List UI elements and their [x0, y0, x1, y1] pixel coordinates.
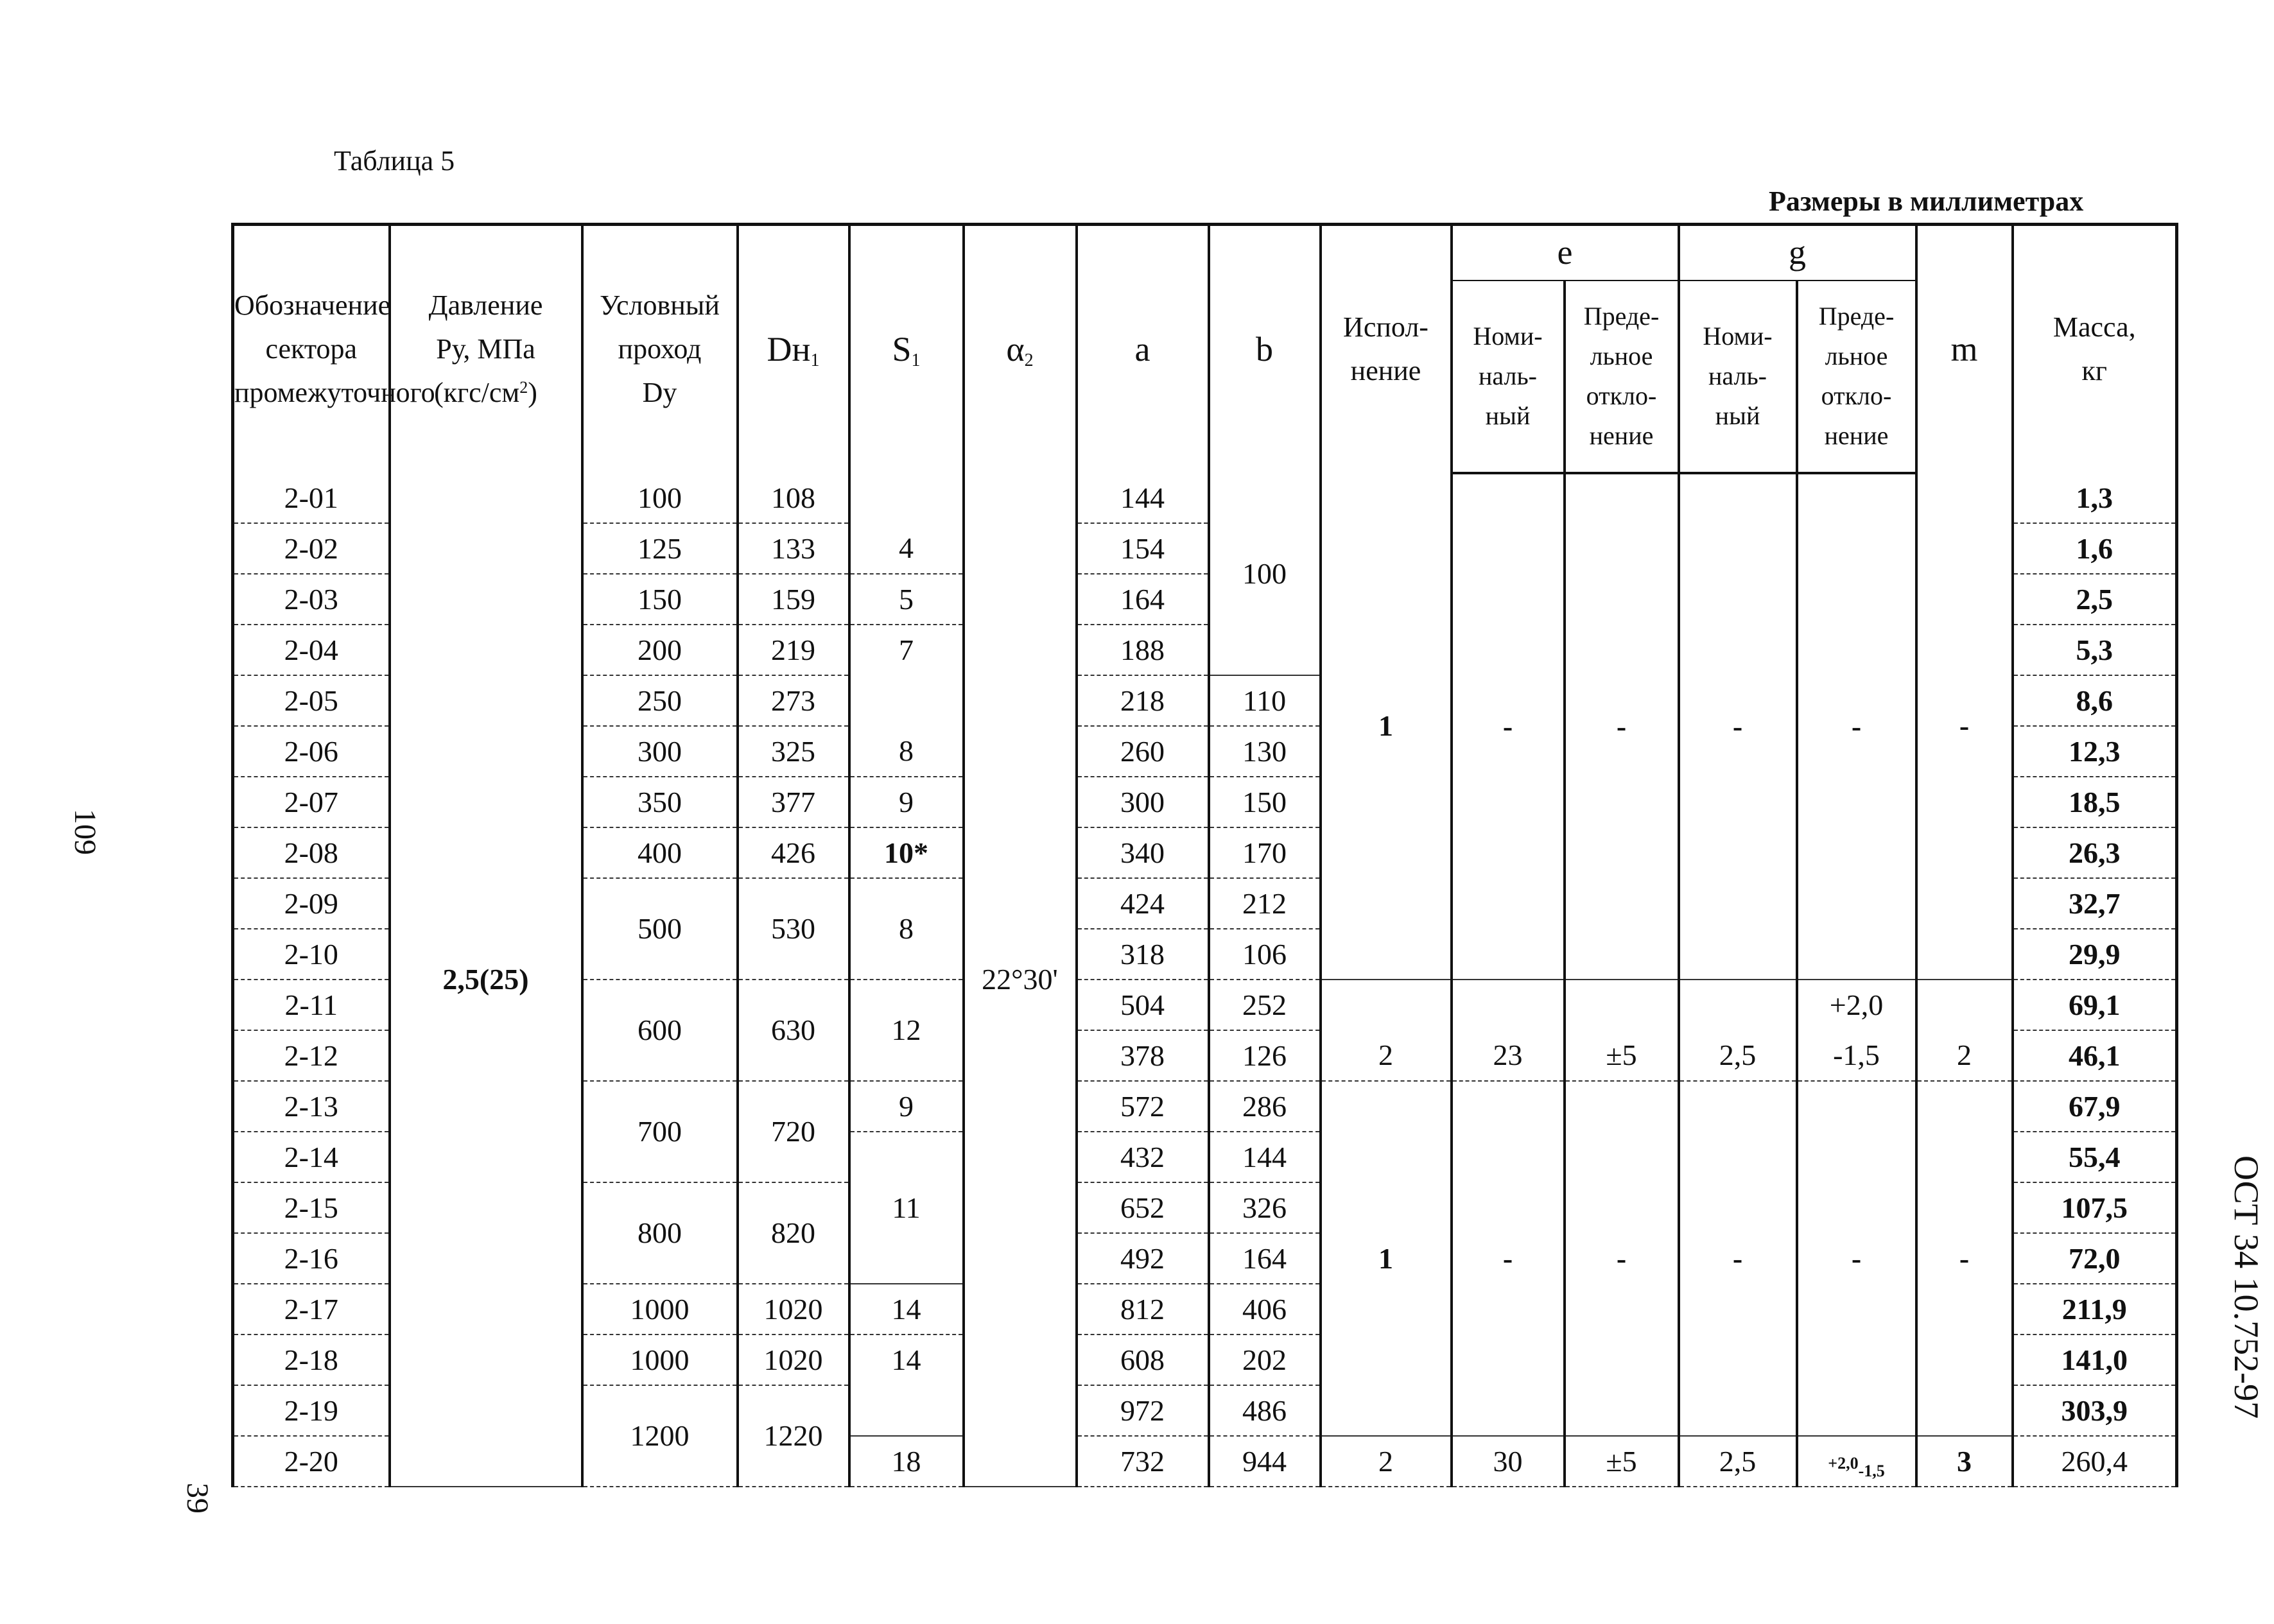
mass-cell: 72,0 [2013, 1233, 2177, 1284]
e-nominal-cell [1452, 980, 1565, 1030]
header-b: b [1209, 225, 1321, 473]
spec-table [231, 223, 2178, 1487]
a-cell: 340 [1077, 827, 1209, 878]
s-cell: 11 [849, 1132, 964, 1284]
mass-cell: 1,3 [2013, 473, 2177, 523]
mass-cell: 46,1 [2013, 1030, 2177, 1081]
g-limit-upper: +2,0 [1828, 1453, 1859, 1473]
dy-cell: 400 [582, 827, 738, 878]
a-cell: 972 [1077, 1385, 1209, 1436]
dn-cell: 219 [738, 625, 849, 675]
e-nominal-cell: 23 [1452, 1030, 1565, 1081]
designation-cell: 2-03 [233, 574, 390, 625]
mass-cell: 67,9 [2013, 1081, 2177, 1132]
header-dn: $Dн_1$ [738, 225, 849, 473]
s-cell: 9 [849, 777, 964, 827]
designation-cell: 2-02 [233, 523, 390, 574]
designation-cell: 2-16 [233, 1233, 390, 1284]
a-cell: 218 [1077, 675, 1209, 726]
s-cell [849, 473, 964, 523]
designation-cell: 2-12 [233, 1030, 390, 1081]
g-nominal-cell: - [1679, 473, 1797, 980]
s-cell: 10* [849, 827, 964, 878]
e-limit-cell: - [1565, 473, 1679, 980]
designation-cell: 2-20 [233, 1436, 390, 1487]
dn-cell: 426 [738, 827, 849, 878]
header-e-limit: Преде- льное откло- нение [1565, 281, 1679, 473]
b-cell: 100 [1209, 473, 1321, 675]
header-g: g [1679, 225, 1916, 281]
g-nominal-cell: - [1679, 1081, 1797, 1436]
g-nominal-cell [1679, 980, 1797, 1030]
b-cell: 212 [1209, 878, 1321, 929]
designation-cell: 2-06 [233, 726, 390, 777]
dn-cell: 159 [738, 574, 849, 625]
s-cell: 4 [849, 523, 964, 574]
designation-cell: 2-17 [233, 1284, 390, 1335]
document-code: ОСТ 34 10.752-97 [2227, 1155, 2266, 1419]
dn-cell: 377 [738, 777, 849, 827]
e-nominal-cell: - [1452, 1081, 1565, 1436]
dy-cell: 350 [582, 777, 738, 827]
mass-cell: 18,5 [2013, 777, 2177, 827]
dy-cell: 300 [582, 726, 738, 777]
variant-cell: 1 [1321, 1081, 1452, 1436]
alpha-cell: 22°30' [964, 473, 1077, 1487]
b-cell: 944 [1209, 1436, 1321, 1487]
a-cell: 608 [1077, 1335, 1209, 1385]
a-cell: 260 [1077, 726, 1209, 777]
header-a: a [1077, 225, 1209, 473]
b-cell: 144 [1209, 1132, 1321, 1182]
e-limit-cell: ±5 [1565, 1030, 1679, 1081]
a-cell: 378 [1077, 1030, 1209, 1081]
s-cell: 9 [849, 1081, 964, 1132]
b-cell: 326 [1209, 1182, 1321, 1233]
m-cell: - [1916, 1081, 2013, 1436]
dy-cell: 500 [582, 878, 738, 980]
header-e: e [1452, 225, 1679, 281]
a-cell: 424 [1077, 878, 1209, 929]
b-cell: 486 [1209, 1385, 1321, 1436]
m-cell: 2 [1916, 1030, 2013, 1081]
header-variant: Испол- нение [1321, 225, 1452, 473]
s-cell: 5 [849, 574, 964, 625]
b-cell: 164 [1209, 1233, 1321, 1284]
mass-cell: 32,7 [2013, 878, 2177, 929]
dn-cell: 108 [738, 473, 849, 523]
s-cell: 18 [849, 1436, 964, 1487]
s-cell: 8 [849, 878, 964, 980]
a-cell: 732 [1077, 1436, 1209, 1487]
mass-cell: 2,5 [2013, 574, 2177, 625]
designation-cell: 2-10 [233, 929, 390, 980]
g-limit-cell: - [1797, 1081, 1916, 1436]
a-cell: 144 [1077, 473, 1209, 523]
designation-cell: 2-09 [233, 878, 390, 929]
b-cell: 252 [1209, 980, 1321, 1030]
dn-cell: 1220 [738, 1385, 849, 1487]
a-cell: 492 [1077, 1233, 1209, 1284]
dn-cell: 273 [738, 675, 849, 726]
a-cell: 300 [1077, 777, 1209, 827]
header-e-nominal: Номи- наль- ный [1452, 281, 1565, 473]
e-limit-cell [1565, 980, 1679, 1030]
e-limit-cell: - [1565, 1081, 1679, 1436]
mass-cell: 107,5 [2013, 1182, 2177, 1233]
dy-cell: 100 [582, 473, 738, 523]
s-cell [849, 1385, 964, 1436]
mass-cell: 260,4 [2013, 1436, 2177, 1487]
a-cell: 318 [1077, 929, 1209, 980]
header-pressure: Давление Ру, МПа $(кгс/см^2)$ [390, 225, 582, 473]
a-cell: 652 [1077, 1182, 1209, 1233]
dn-cell: 1020 [738, 1335, 849, 1385]
a-cell: 164 [1077, 574, 1209, 625]
dy-cell: 200 [582, 625, 738, 675]
page-number-bottom: 39 [180, 1483, 214, 1514]
b-cell: 106 [1209, 929, 1321, 980]
s-cell: 8 [849, 726, 964, 777]
s-cell: 14 [849, 1284, 964, 1335]
mass-cell: 1,6 [2013, 523, 2177, 574]
pressure-cell: 2,5(25) [390, 473, 582, 1487]
b-cell: 126 [1209, 1030, 1321, 1081]
s-cell: 7 [849, 625, 964, 675]
designation-cell: 2-08 [233, 827, 390, 878]
designation-cell: 2-01 [233, 473, 390, 523]
dy-cell: 1200 [582, 1385, 738, 1487]
header-designation: Обозначение сектора промежуточного [233, 225, 390, 473]
designation-cell: 2-11 [233, 980, 390, 1030]
mass-cell: 12,3 [2013, 726, 2177, 777]
mass-cell: 55,4 [2013, 1132, 2177, 1182]
mass-cell: 29,9 [2013, 929, 2177, 980]
g-limit-lower-cell: -1,5 [1797, 1030, 1916, 1081]
header-mass: Масса, кг [2013, 225, 2177, 473]
page-number-side: 109 [68, 809, 102, 855]
g-limit-lower: -1,5 [1858, 1461, 1885, 1480]
dy-cell: 600 [582, 980, 738, 1081]
designation-cell: 2-07 [233, 777, 390, 827]
g-nominal-cell: 2,5 [1679, 1436, 1797, 1487]
dn-cell: 630 [738, 980, 849, 1081]
dy-cell: 150 [582, 574, 738, 625]
header-m: m [1916, 225, 2013, 473]
b-cell: 150 [1209, 777, 1321, 827]
a-cell: 812 [1077, 1284, 1209, 1335]
mass-cell: 141,0 [2013, 1335, 2177, 1385]
designation-cell: 2-04 [233, 625, 390, 675]
designation-cell: 2-14 [233, 1132, 390, 1182]
dn-cell: 1020 [738, 1284, 849, 1335]
dn-cell: 133 [738, 523, 849, 574]
s-cell: 12 [849, 980, 964, 1081]
dn-cell: 820 [738, 1182, 849, 1284]
g-limit-upper-cell: +2,0 [1797, 980, 1916, 1030]
header-s: $S_1$ [849, 225, 964, 473]
mass-cell: 8,6 [2013, 675, 2177, 726]
dn-cell: 720 [738, 1081, 849, 1182]
dn-cell: 325 [738, 726, 849, 777]
mass-cell: 303,9 [2013, 1385, 2177, 1436]
dy-cell: 1000 [582, 1284, 738, 1335]
g-limit-cell [1797, 1436, 1916, 1487]
e-nominal-cell: 30 [1452, 1436, 1565, 1487]
e-nominal-cell: - [1452, 473, 1565, 980]
dy-cell: 1000 [582, 1335, 738, 1385]
variant-cell: 2 [1321, 1436, 1452, 1487]
b-cell: 286 [1209, 1081, 1321, 1132]
m-cell [1916, 980, 2013, 1030]
b-cell: 130 [1209, 726, 1321, 777]
a-cell: 154 [1077, 523, 1209, 574]
header-g-limit: Преде- льное откло- нение [1797, 281, 1916, 473]
dn-cell: 530 [738, 878, 849, 980]
designation-cell: 2-05 [233, 675, 390, 726]
g-limit-cell: - [1797, 473, 1916, 980]
mass-cell: 211,9 [2013, 1284, 2177, 1335]
dy-cell: 250 [582, 675, 738, 726]
a-cell: 504 [1077, 980, 1209, 1030]
g-nominal-cell: 2,5 [1679, 1030, 1797, 1081]
s-cell: 14 [849, 1335, 964, 1385]
mass-cell: 26,3 [2013, 827, 2177, 878]
dy-cell: 700 [582, 1081, 738, 1182]
b-cell: 110 [1209, 675, 1321, 726]
table-caption: Таблица 5 [334, 145, 455, 177]
designation-cell: 2-13 [233, 1081, 390, 1132]
mass-cell: 69,1 [2013, 980, 2177, 1030]
variant-cell [1321, 980, 1452, 1030]
dy-cell: 125 [582, 523, 738, 574]
header-dy: Условный проход Dу [582, 225, 738, 473]
s-cell [849, 675, 964, 726]
b-cell: 406 [1209, 1284, 1321, 1335]
b-cell: 202 [1209, 1335, 1321, 1385]
units-note: Размеры в миллиметрах [1769, 186, 2084, 217]
m-cell: - [1916, 473, 2013, 980]
a-cell: 188 [1077, 625, 1209, 675]
m-cell: 3 [1916, 1436, 2013, 1487]
variant-cell: 1 [1321, 473, 1452, 980]
designation-cell: 2-15 [233, 1182, 390, 1233]
designation-cell: 2-19 [233, 1385, 390, 1436]
e-limit-cell: ±5 [1565, 1436, 1679, 1487]
dy-cell: 800 [582, 1182, 738, 1284]
variant-cell: 2 [1321, 1030, 1452, 1081]
header-g-nominal: Номи- наль- ный [1679, 281, 1797, 473]
a-cell: 432 [1077, 1132, 1209, 1182]
designation-cell: 2-18 [233, 1335, 390, 1385]
b-cell: 170 [1209, 827, 1321, 878]
a-cell: 572 [1077, 1081, 1209, 1132]
header-alpha: $\alpha_2$ [964, 225, 1077, 473]
mass-cell: 5,3 [2013, 625, 2177, 675]
